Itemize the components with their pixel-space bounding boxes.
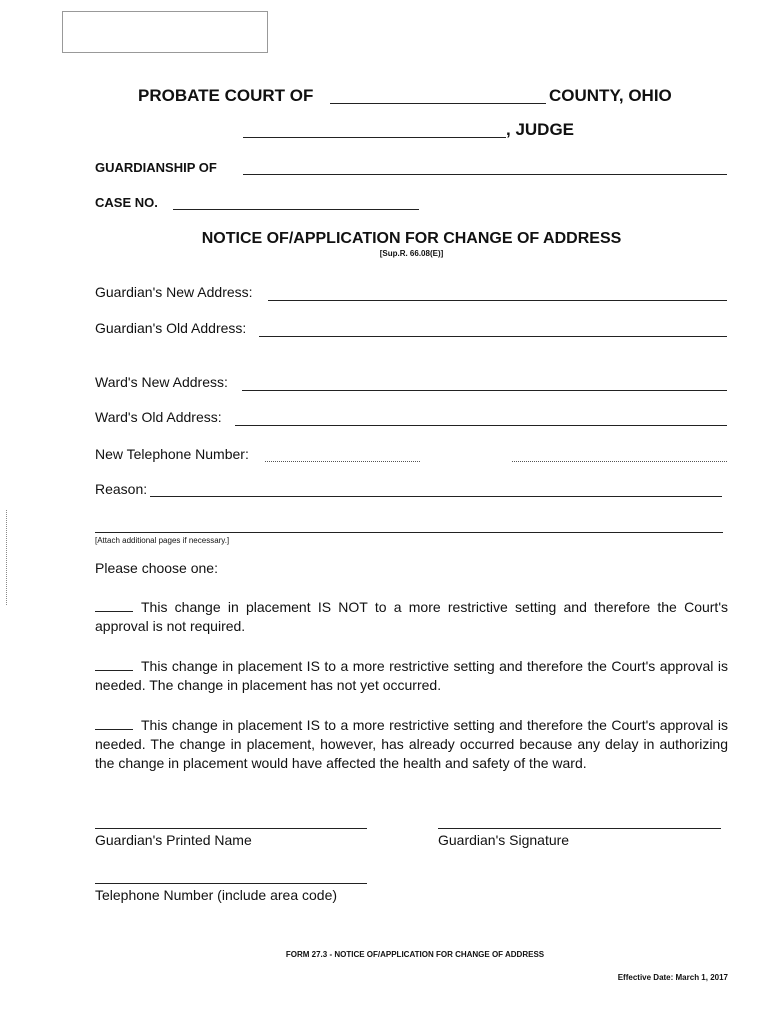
court-suffix: COUNTY, OHIO	[549, 86, 672, 105]
telephone-field-1[interactable]	[265, 461, 420, 462]
guardianship-field[interactable]	[243, 174, 727, 175]
telephone-field-2[interactable]	[512, 461, 727, 462]
form-subtitle: [Sup.R. 66.08(E)]	[379, 249, 444, 258]
footer-effective-date: Effective Date: March 1, 2017	[617, 973, 728, 982]
printed-name-field[interactable]	[95, 828, 367, 829]
guardianship-label: GUARDIANSHIP OF	[95, 160, 217, 175]
option-1-text: This change in placement IS NOT to a more restrictive setting and therefore the Court's approval is not required.	[95, 599, 728, 634]
judge-suffix: , JUDGE	[506, 120, 575, 139]
option-3-checkbox[interactable]	[95, 729, 133, 730]
choose-label: Please choose one:	[95, 560, 218, 576]
reason-field[interactable]	[150, 496, 722, 497]
signature-field[interactable]	[438, 828, 721, 829]
case-number-field[interactable]	[173, 209, 419, 210]
printed-name-label: Guardian's Printed Name	[95, 832, 252, 848]
court-prefix: PROBATE COURT OF	[138, 86, 314, 105]
option-3-text: This change in placement IS to a more restrictive setting and therefore the Court's approval is needed. The change in placement, however, has already occurred because any delay in authorizing the change in placement would have affected the health and safety of the ward.	[95, 717, 728, 771]
ward-old-address-label: Ward's Old Address:	[95, 409, 222, 425]
judge-name-field[interactable]	[243, 137, 506, 138]
form-title: NOTICE OF/APPLICATION FOR CHANGE OF ADDRESS	[201, 230, 622, 247]
footer-form-name: FORM 27.3 - NOTICE OF/APPLICATION FOR CHANGE OF ADDRESS	[285, 950, 545, 959]
signer-telephone-field[interactable]	[95, 883, 367, 884]
margin-marks	[6, 510, 7, 605]
option-2-checkbox[interactable]	[95, 670, 133, 671]
telephone-label: New Telephone Number:	[95, 446, 249, 462]
reason-field-extra[interactable]	[95, 532, 723, 533]
signer-telephone-label: Telephone Number (include area code)	[95, 887, 338, 903]
county-name-field[interactable]	[330, 103, 546, 104]
attach-note: [Attach additional pages if necessary.]	[95, 536, 230, 545]
ward-old-address-field[interactable]	[235, 425, 727, 426]
guardian-new-address-label: Guardian's New Address:	[95, 284, 253, 300]
option-1-checkbox[interactable]	[95, 611, 133, 612]
guardian-old-address-field[interactable]	[259, 336, 727, 337]
stamp-box	[62, 11, 268, 53]
option-3	[95, 716, 728, 773]
ward-new-address-label: Ward's New Address:	[95, 374, 228, 390]
option-2	[95, 657, 728, 695]
case-number-label: CASE NO.	[95, 195, 158, 210]
ward-new-address-field[interactable]	[242, 390, 727, 391]
signature-label: Guardian's Signature	[438, 832, 570, 848]
reason-label: Reason:	[95, 481, 148, 497]
guardian-new-address-field[interactable]	[268, 300, 727, 301]
option-2-text: This change in placement IS to a more restrictive setting and therefore the Court's approval is needed. The change in placement has not yet occurred.	[95, 658, 728, 693]
guardian-old-address-label: Guardian's Old Address:	[95, 320, 247, 336]
option-1	[95, 598, 728, 636]
